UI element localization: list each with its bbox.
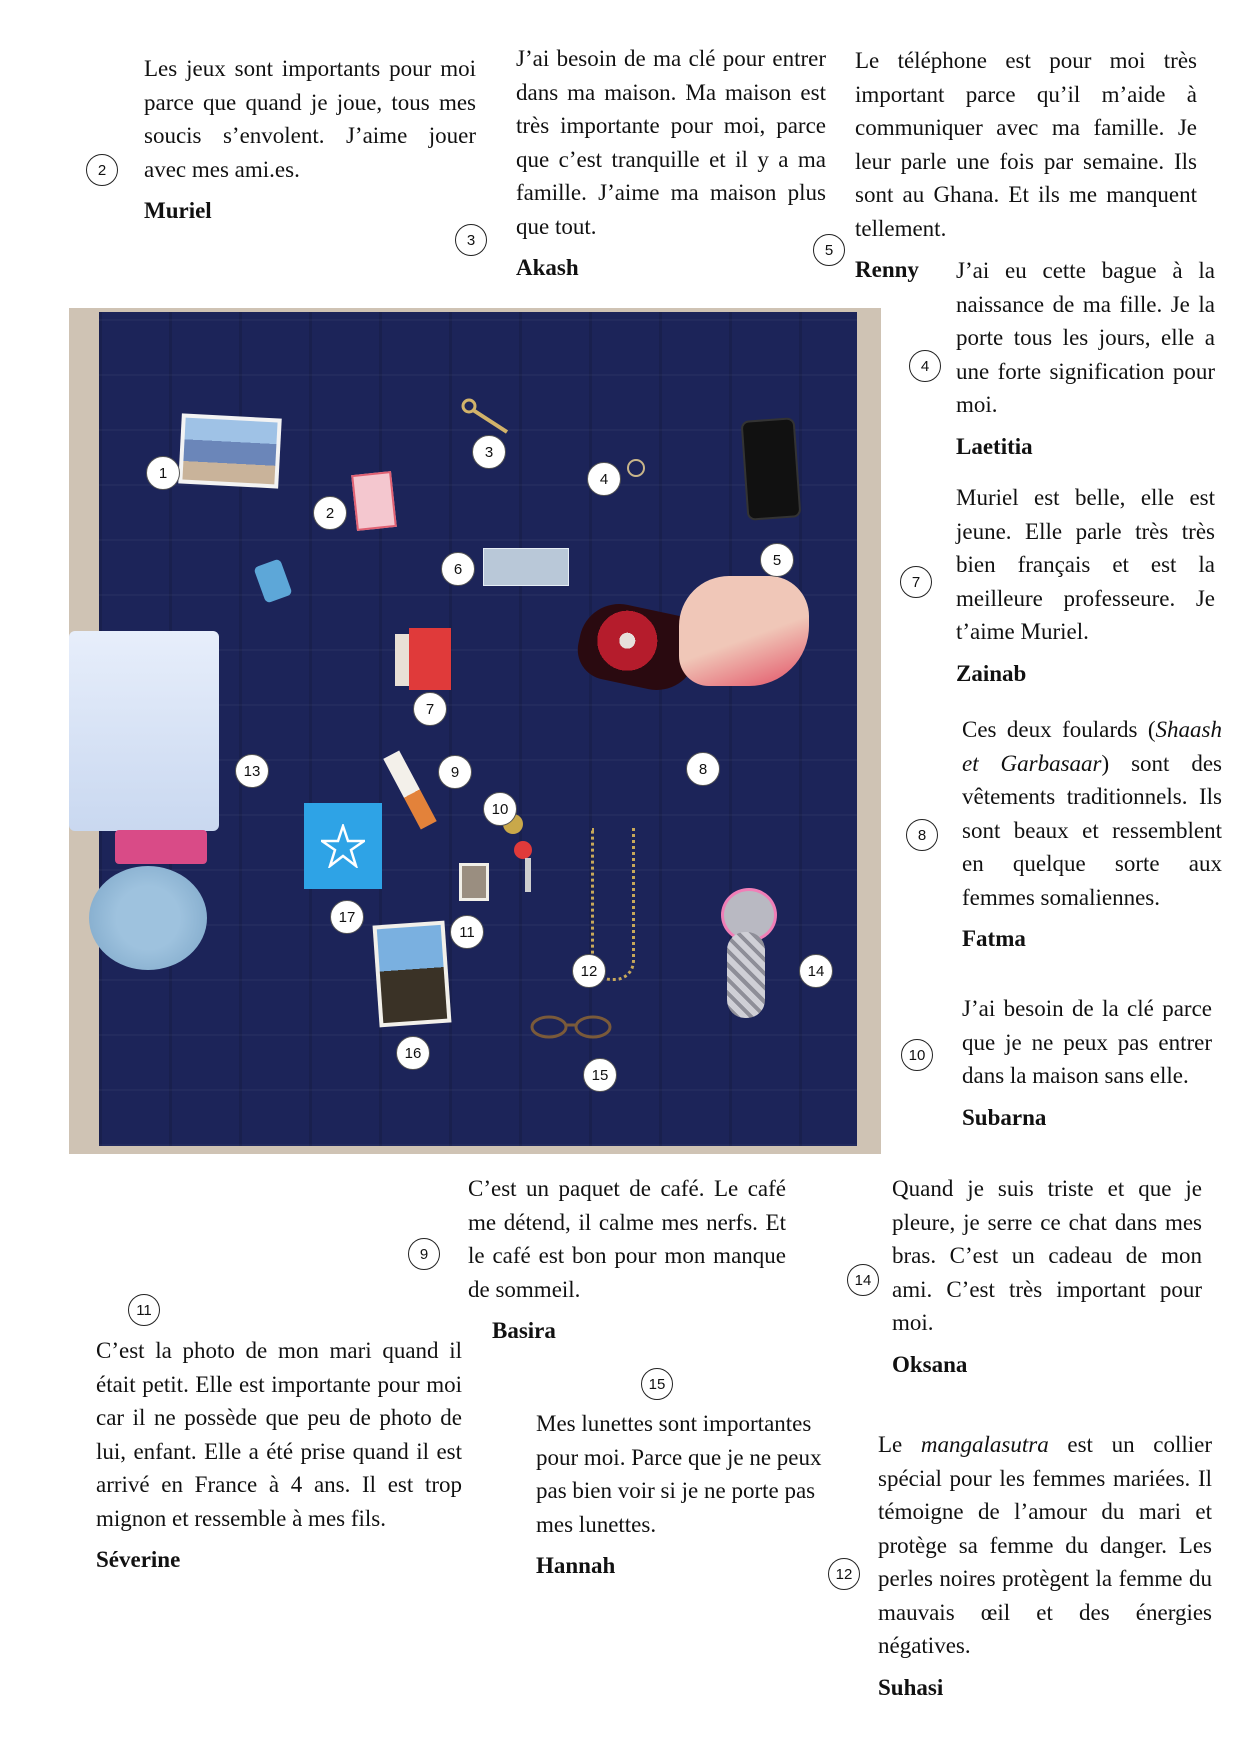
photo-label-17: 17 <box>330 900 364 934</box>
caption-author: Akash <box>516 255 579 280</box>
photo-label-9: 9 <box>438 755 472 789</box>
caption-number-11: 11 <box>128 1294 160 1326</box>
caption-text: Mes lunettes sont importantes pour moi. Parce que je ne peux pas bien voir si je ne porte pas mes lunettes. <box>536 1411 822 1537</box>
caption-subarna <box>962 992 1212 1131</box>
photo-label-15: 15 <box>583 1058 617 1092</box>
caption-text: Quand je suis triste et que je pleure, je serre ce chat dans mes bras. C’est un cadeau de mon ami. C’est très important pour moi. <box>892 1176 1202 1335</box>
caption-text: Les jeux sont importants pour moi parce que quand je joue, tous mes soucis s’envolent. J’aime jouer avec mes ami.es. <box>144 56 476 182</box>
caption-zainab <box>956 481 1215 687</box>
glasses-icon <box>529 1013 615 1041</box>
caption-text-after: est un collier spécial pour les femmes mariées. Il témoigne de l’amour du mari et protège sa femme du danger. Les perles noires protègent la femme du mauvais œil et des énergies négatives. <box>878 1432 1212 1658</box>
ring <box>627 459 645 477</box>
family-photo <box>373 921 452 1028</box>
caption-laetitia <box>956 254 1215 460</box>
photo-label-12: 12 <box>572 954 606 988</box>
caption-author: Subarna <box>962 1104 1047 1130</box>
small-child-photo <box>459 863 489 901</box>
photo-label-10: 10 <box>483 792 517 826</box>
caption-text: J’ai besoin de la clé parce que je ne peux pas entrer dans la maison sans elle. <box>962 996 1212 1088</box>
cat-plush <box>711 888 781 1020</box>
caption-severine <box>96 1334 462 1573</box>
caption-author: Oksana <box>892 1351 968 1377</box>
caption-number-4: 4 <box>909 350 941 382</box>
phone <box>741 417 802 521</box>
caption-text <box>878 1428 1212 1663</box>
banknote <box>483 548 569 586</box>
glasses <box>529 1013 615 1041</box>
caption-number-5: 5 <box>813 234 845 266</box>
clothes-pile <box>69 631 219 831</box>
caption-author: Zainab <box>956 660 1027 686</box>
game-box <box>351 471 397 531</box>
caption-text: J’ai eu cette bague à la naissance de ma fille. Je la porte tous les jours, elle a une forte signification pour moi. <box>956 258 1215 417</box>
caption-author: Hannah <box>536 1553 616 1578</box>
caption-number-10: 10 <box>901 1039 933 1071</box>
caption-text-after: ) sont des vêtements traditionnels. Ils sont beaux et ressemblent en quelque sorte aux femmes somaliennes. <box>962 750 1222 910</box>
caption-suhasi <box>878 1428 1212 1701</box>
photo-label-16: 16 <box>396 1036 430 1070</box>
caption-author: Fatma <box>962 926 1026 951</box>
caption-author: Laetitia <box>956 433 1033 459</box>
red-card-with-photo <box>395 628 453 690</box>
plastic-lid <box>89 866 207 970</box>
photo-label-11: 11 <box>450 915 484 949</box>
caption-text-before: Ces deux foulards ( <box>962 717 1156 742</box>
caption-basira <box>468 1172 786 1344</box>
pink-container <box>115 830 207 864</box>
caption-text-italic: mangalasutra <box>920 1432 1049 1457</box>
photo-label-7: 7 <box>413 692 447 726</box>
caption-fatma <box>962 713 1222 952</box>
caption-author: Séverine <box>96 1547 181 1572</box>
caption-text: Le téléphone est pour moi très important parce qu’il m’aide à communiquer avec ma famille. Je leur parle une fois par semaine. Ils sont au Ghana. Et ils me manquent tellement. <box>855 48 1197 241</box>
caption-number-2: 2 <box>86 154 118 186</box>
caption-text-italic: Shaash et Garbasaar <box>962 717 1222 776</box>
caption-number-8: 8 <box>906 819 938 851</box>
photo-label-1: 1 <box>146 456 180 490</box>
caption-author: Renny <box>855 257 919 282</box>
caption-muriel <box>144 52 476 224</box>
key-icon <box>459 398 513 438</box>
house-keys <box>459 398 513 438</box>
caption-text <box>962 713 1222 914</box>
caption-text-before: Le <box>878 1432 921 1457</box>
caption-text: C’est la photo de mon mari quand il était petit. Elle est importante pour moi car il ne possède que peu de photo de lui, enfant. Elle a été prise quand il est arrivé en France à 4 ans. Il est trop mignon et ressemble à mes fils. <box>96 1338 462 1531</box>
scarves <box>579 576 809 696</box>
photo-label-14: 14 <box>799 954 833 988</box>
caption-number-15: 15 <box>641 1368 673 1400</box>
group-photo <box>178 413 282 488</box>
caption-author: Suhasi <box>878 1674 944 1700</box>
caption-number-7: 7 <box>900 566 932 598</box>
caption-author: Basira <box>492 1318 556 1343</box>
caption-number-3: 3 <box>455 224 487 256</box>
photo-label-6: 6 <box>441 552 475 586</box>
caption-text: Muriel est belle, elle est jeune. Elle parle très très bien français et est la meilleure professeure. Je t’aime Muriel. <box>956 485 1215 644</box>
photo-label-4: 4 <box>587 462 621 496</box>
star-icon <box>321 824 365 868</box>
caption-hannah <box>536 1407 848 1579</box>
caption-author: Muriel <box>144 198 212 223</box>
objects-photo <box>69 308 881 1154</box>
caption-akash <box>516 42 826 281</box>
photo-label-13: 13 <box>235 754 269 788</box>
photo-label-8: 8 <box>686 752 720 786</box>
blue-card-star <box>304 803 382 889</box>
caption-text: C’est un paquet de café. Le café me détend, il calme mes nerfs. Et le café est bon pour mon manque de sommeil. <box>468 1176 786 1302</box>
caption-renny <box>855 44 1197 283</box>
photo-label-2: 2 <box>313 496 347 530</box>
photo-label-3: 3 <box>472 435 506 469</box>
caption-number-9: 9 <box>408 1238 440 1270</box>
photo-label-5: 5 <box>760 543 794 577</box>
caption-text: J’ai besoin de ma clé pour entrer dans ma maison. Ma maison est très importante pour moi, parce que c’est tranquille et il y a ma famille. J’aime ma maison plus que tout. <box>516 46 826 239</box>
caption-number-14: 14 <box>847 1264 879 1296</box>
caption-number-12: 12 <box>828 1558 860 1590</box>
caption-oksana <box>892 1172 1202 1378</box>
